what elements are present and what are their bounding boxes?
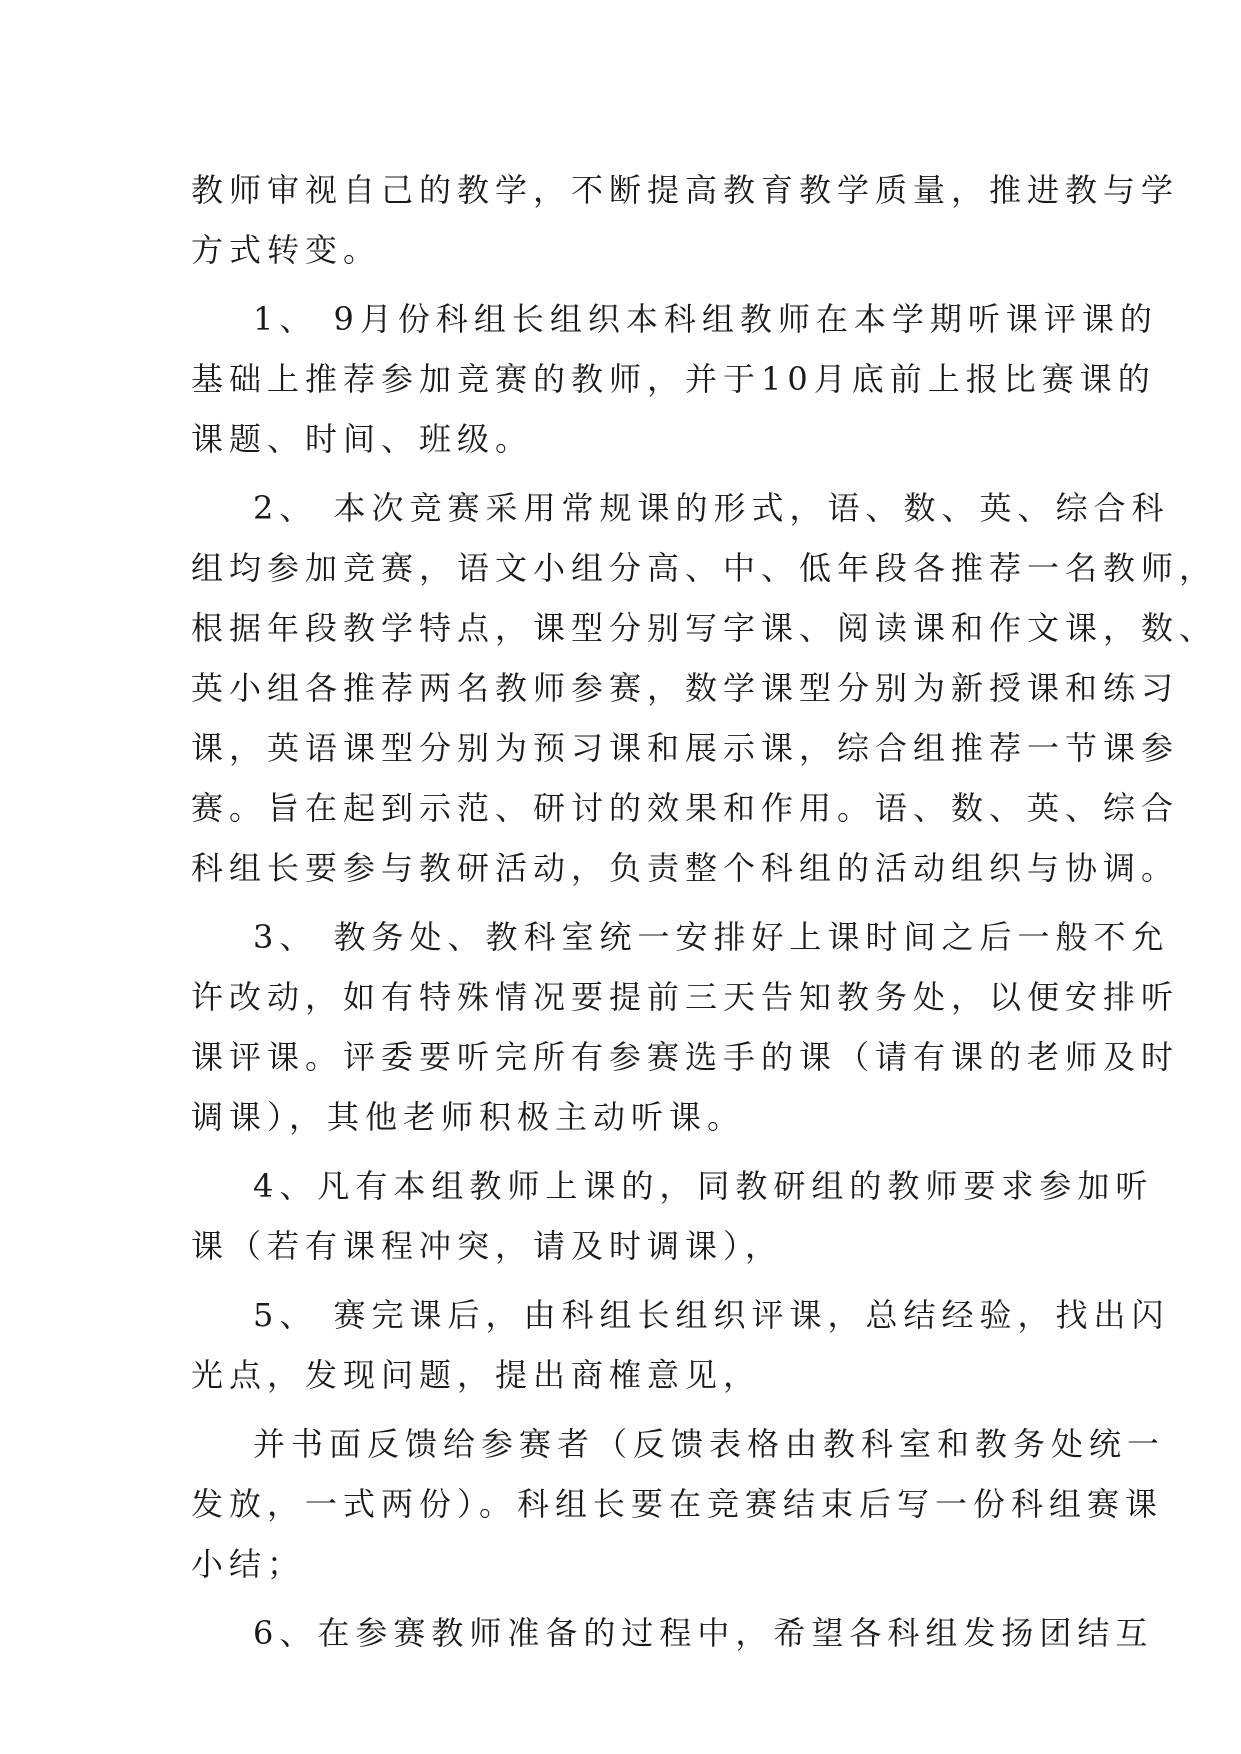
item-3-line: 3、 教务处、教科室统一安排好上课时间之后一般不允 <box>253 918 1170 956</box>
text-line: 组均参加竞赛，语文小组分高、中、低年段各推荐一名教师， <box>191 549 1218 587</box>
text-line: 赛。旨在起到示范、研讨的效果和作用。语、数、英、综合 <box>191 789 1180 827</box>
item-2-line: 2、 本次竞赛采用常规课的形式，语、数、英、综合科 <box>253 489 1170 527</box>
text-line: 课，英语课型分别为预习课和展示课，综合组推荐一节课参 <box>191 729 1180 767</box>
text-line: 光点，发现问题，提出商榷意见， <box>191 1356 762 1394</box>
text-line: 教师审视自己的教学，不断提高教育教学质量，推进教与学 <box>191 171 1180 209</box>
item-1-line: 1、 9月份科组长组织本科组教师在本学期听课评课的 <box>253 300 1158 338</box>
text-line: 英小组各推荐两名教师参赛，数学课型分别为新授课和练习 <box>191 669 1180 707</box>
text-line: 方式转变。 <box>191 231 382 269</box>
item-5-line: 5、 赛完课后，由科组长组织评课，总结经验，找出闪 <box>253 1296 1170 1334</box>
text-line: 小结； <box>191 1545 306 1583</box>
item-4-line: 4、凡有本组教师上课的，同教研组的教师要求参加听 <box>253 1167 1154 1205</box>
text-line: 调课），其他老师积极主动听课。 <box>191 1098 746 1136</box>
text-line: 课（若有课程冲突，请及时调课）， <box>191 1227 784 1265</box>
paragraph-line: 并书面反馈给参赛者（反馈表格由教科室和教务处统一 <box>253 1425 1166 1463</box>
text-line: 发放，一式两份）。科组长要在竞赛结束后写一份科组赛课 <box>191 1485 1164 1523</box>
text-line: 科组长要参与教研活动，负责整个科组的活动组织与协调。 <box>191 849 1180 887</box>
text-line: 课题、时间、班级。 <box>191 420 534 458</box>
text-line: 许改动，如有特殊情况要提前三天告知教务处，以便安排听 <box>191 978 1180 1016</box>
text-line: 根据年段教学特点，课型分别写字课、阅读课和作文课，数、 <box>191 609 1218 647</box>
text-line: 课评课。评委要听完所有参赛选手的课（请有课的老师及时 <box>191 1038 1180 1076</box>
item-6-line: 6、在参赛教师准备的过程中，希望各科组发扬团结互 <box>253 1614 1154 1652</box>
document-body <box>191 160 1218 1663</box>
text-line: 基础上推荐参加竞赛的教师，并于10月底前上报比赛课的 <box>191 360 1156 398</box>
